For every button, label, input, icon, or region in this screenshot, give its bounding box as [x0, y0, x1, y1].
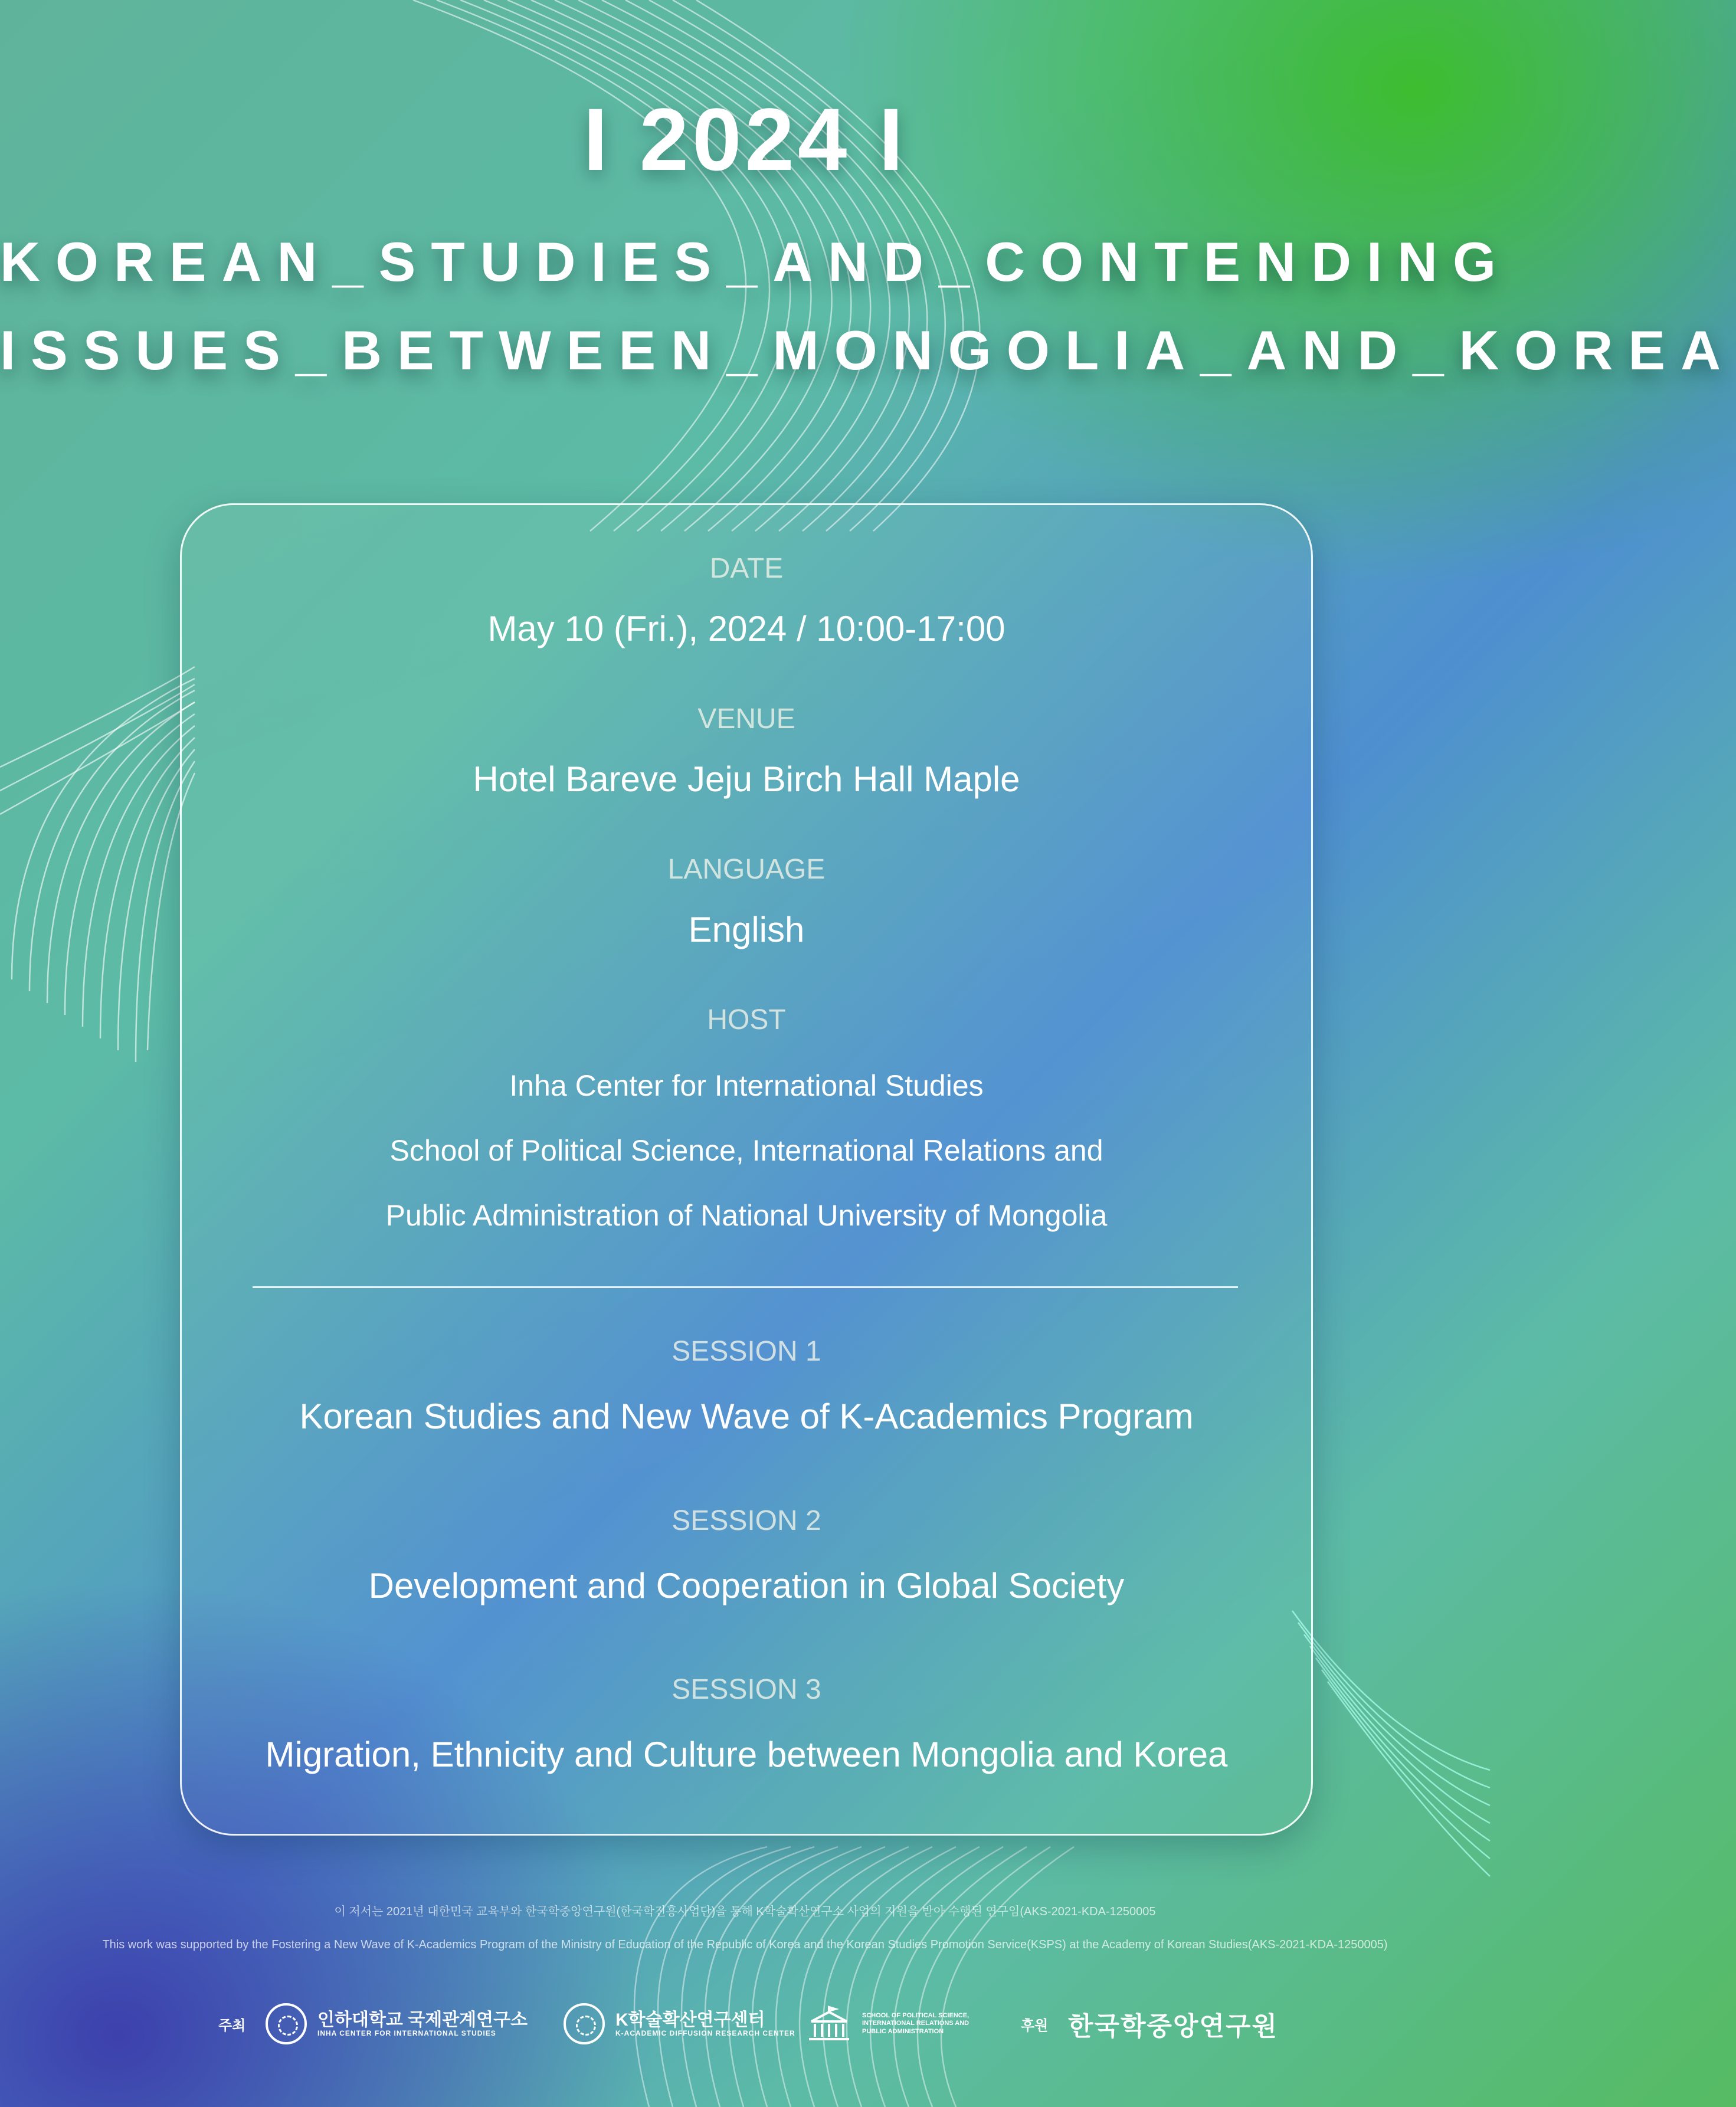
korean-funding-note: 이 저서는 2021년 대한민국 교육부와 한국학중앙연구원(한국학진흥사업단)을 통해 K학술확산연구소 사업의 지원을 받아 수행된 연구임(AKS-2021-KDA-1250005 [334, 1905, 1156, 1918]
aks-name: 한국학중앙연구원 [1068, 2012, 1279, 2041]
session-3-label: SESSION 3 [672, 1674, 821, 1705]
session-2-title: Development and Cooperation in Global Society [368, 1566, 1125, 1605]
session-2-label: SESSION 2 [672, 1505, 821, 1536]
card-divider [253, 1286, 1238, 1288]
language-label: LANGUAGE [667, 854, 826, 885]
host-line-2: School of Political Science, International Relations and [389, 1134, 1103, 1167]
session-1-label: SESSION 1 [672, 1336, 821, 1367]
host-line-3: Public Administration of National University of Mongolia [385, 1199, 1108, 1232]
title-line-1: KOREAN_STUDIES_AND_CONTENDING [0, 231, 1512, 293]
session-1-title: Korean Studies and New Wave of K-Academics Program [299, 1397, 1194, 1436]
host-label: HOST [707, 1004, 786, 1036]
venue-label: VENUE [697, 703, 795, 735]
year-heading: I 2024 I [583, 90, 907, 189]
school-logo [805, 2003, 969, 2044]
session-3-title: Migration, Ethnicity and Culture between Mongolia and Korea [265, 1735, 1228, 1774]
inha-name-ko: 인하대학교 국제관계연구소 [317, 2010, 528, 2030]
school-name-line-2: INTERNATIONAL RELATIONS AND [862, 2020, 969, 2027]
venue-value: Hotel Bareve Jeju Birch Hall Maple [473, 759, 1020, 799]
sponsor-caption: 후원 [1021, 2017, 1049, 2034]
inha-logo [266, 2003, 528, 2044]
aks-logo [1068, 2003, 1278, 2044]
date-value: May 10 (Fri.), 2024 / 10:00-17:00 [487, 609, 1005, 648]
title-line-2: ISSUES_BETWEEN_MONGOLIA_AND_KOREA [0, 319, 1736, 381]
school-name-line-1: SCHOOL OF POLITICAL SCIENCE, [862, 2012, 969, 2020]
inha-name-en: INHA CENTER FOR INTERNATIONAL STUDIES [317, 2029, 496, 2037]
k-academic-logo [564, 2003, 795, 2044]
inha-seal-icon [266, 2003, 307, 2044]
building-icon [805, 2006, 853, 2042]
host-line-1: Inha Center for International Studies [509, 1069, 984, 1102]
k-academic-name-en: K-ACADEMIC DIFFUSION RESEARCH CENTER [615, 2029, 795, 2037]
k-academic-seal-icon [564, 2003, 605, 2044]
k-academic-name-ko: K학술확산연구센터 [615, 2010, 765, 2030]
logo-bar [0, 2003, 1490, 2044]
organizer-caption: 주최 [218, 2017, 246, 2034]
date-label: DATE [709, 553, 784, 584]
language-value: English [688, 910, 805, 949]
school-name-line-3: PUBLIC ADMINISTRATION [862, 2027, 944, 2035]
english-funding-note: This work was supported by the Fostering a New Wave of K-Academics Program of the Ministry of Education of the Republic of Korea and the Korean Studies Promotion Service(KSPS) at the Academy of Korean Studies(AKS-2021-KDA-1250005) [102, 1938, 1388, 1951]
info-card [180, 503, 1313, 1836]
